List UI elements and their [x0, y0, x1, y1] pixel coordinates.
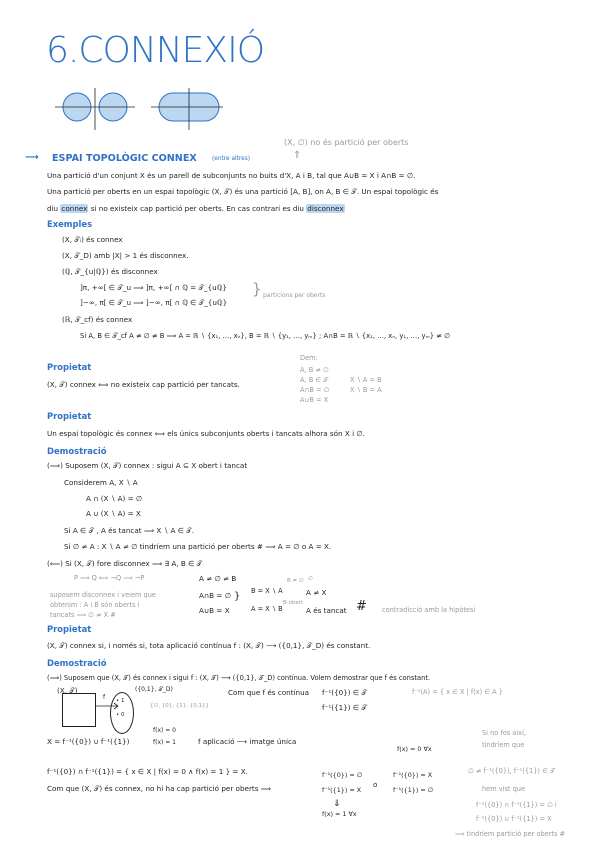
- grey-note-5: f⁻¹({0}) ∩ f⁻¹({1}) = ∅ i: [476, 801, 557, 809]
- definition-line-2: Una partició per oberts en un espai topològic (X, 𝒯) és una partició [A, B], on A, B ∈ 𝒯. Un espai topològic és: [47, 187, 439, 196]
- demo3-continuous: Com que f és contínua: [228, 688, 310, 697]
- side-dem-1: A, B ≠ ∅: [300, 366, 329, 374]
- demo-heading: Demostració: [47, 446, 107, 456]
- page-title: 6.CONNEXIÓ: [46, 30, 265, 71]
- brace-icon: }: [252, 280, 262, 298]
- grey-note-3: ∅ ≠ f⁻¹({0}), f⁻¹({1}) ∈ 𝒯: [468, 767, 555, 775]
- up-arrow-icon: ⇑: [293, 150, 302, 161]
- term-disconnex: disconnex: [307, 204, 344, 213]
- demo-line-2: Considerem A, X ∖ A: [64, 478, 138, 487]
- grey-note-1: Si no fos així,: [482, 729, 527, 737]
- demo-line-7: (⟸) Si (X, 𝒯) fore disconnex ⟹ ∃ A, B ∈ 𝒯: [47, 559, 203, 568]
- property-3-heading: Propietat: [47, 624, 92, 634]
- case-a-1: f⁻¹({0}) = ∅: [322, 771, 363, 779]
- demo-b-eq: B = X ∖ A: [251, 587, 283, 595]
- oval-point-1: • 1: [116, 698, 125, 704]
- case-a-2: f⁻¹({1}) = X: [322, 786, 362, 794]
- down-arrow-icon: ⇓: [333, 799, 341, 809]
- property-3-text: (X, 𝒯) connex si, i només si, tota aplicació contínua f : (X, 𝒯) ⟶ ({0,1}, 𝒯_D) és constant.: [47, 641, 371, 650]
- side-dem-label: Dem:: [300, 354, 318, 362]
- side-dem2-2: X ∖ B = A: [350, 386, 382, 394]
- demo-line-6: Si ∅ ≠ A : X ∖ A ≠ ∅ tindríem una partició per oberts # ⟹ A = ∅ o A = X.: [64, 542, 332, 551]
- demo-grey-small-2: ∅: [308, 576, 313, 582]
- diagram-topology: {∅, {0}, {1}, {0,1}}: [150, 703, 210, 709]
- demo-line-5: Si A ∈ 𝒯 , A és tancat ⟹ X ∖ A ∈ 𝒯.: [64, 526, 195, 535]
- definition-pre: diu: [47, 204, 59, 213]
- demo-grey-3: obtenim : A i B són oberts i: [50, 601, 140, 609]
- definition-line-1: Una partició d'un conjunt X és un parell de subconjunts no buits d'X, A i B, tal que A∪B = X i A∩B = ∅.: [47, 171, 416, 180]
- grey-note-6: f⁻¹({0}) ∪ f⁻¹({1}) = X: [476, 815, 552, 823]
- connexity-illustration: [55, 88, 225, 133]
- brace-right-icon: }: [234, 591, 241, 602]
- demo3-fx1: f(x) = 1: [153, 739, 177, 746]
- demo3-preimage-0: f⁻¹({0}) ∈ 𝒯: [322, 688, 367, 697]
- example-4a: Si A, B ∈ 𝒯_cf A ≠ ∅ ≠ B ⟹ A = ℝ ∖ {x₁, …, xₙ}, B = ℝ ∖ {y₁, …, yₘ} ; A∩B = ℝ ∖ {x₁, …, xₙ, y₁, …, yₘ} ≠ ∅: [80, 332, 451, 340]
- case-const-1: f(x) = 1 ∀x: [322, 810, 357, 818]
- top-note: (X, ∅) no és partició per oberts: [284, 138, 409, 147]
- example-3a: ]π, +∞[ ∈ 𝒯_u ⟹ ]π, +∞[ ∩ ℚ = 𝒯_{uℚ}: [80, 283, 227, 292]
- demo3-preimage-1: f⁻¹({1}) ∈ 𝒯: [322, 703, 367, 712]
- property-2-heading: Propietat: [47, 411, 92, 421]
- term-connex: connex: [61, 204, 88, 213]
- demo-line-1: (⟹) Suposem (X, 𝒯) connex : sigui A ⊆ X obert i tancat: [47, 461, 248, 470]
- diagram-target-label: ({0,1}, 𝒯_D): [135, 686, 173, 693]
- demo3-connex: Com que (X, 𝒯) és connex, no hi ha cap partició per oberts ⟹: [47, 784, 272, 793]
- side-dem-4: A∪B = X: [300, 396, 329, 404]
- contradiction-icon: #: [356, 599, 367, 614]
- grey-note-7: ⟹ tindríem partició per oberts #: [455, 830, 566, 838]
- example-3b: ]−∞, π[ ∈ 𝒯_u ⟹ ]−∞, π[ ∩ ℚ ∈ 𝒯_{uℚ}: [80, 298, 228, 307]
- demo-grey-small-3: B obert: [283, 600, 304, 606]
- oval-point-0: • 0: [116, 712, 125, 718]
- demo-grey-1: P ⟹ Q ⟺ ¬Q ⟹ ¬P: [74, 574, 145, 582]
- examples-heading: Exemples: [47, 219, 93, 229]
- section-heading: ESPAI TOPOLÒGIC CONNEX: [52, 153, 197, 164]
- property-1-heading: Propietat: [47, 362, 92, 372]
- demo-line-4: A ∪ (X ∖ A) = X: [86, 509, 141, 518]
- property-2-text: Un espai topològic és connex ⟺ els únics subconjunts oberts i tancats alhora són X i ∅.: [47, 429, 365, 438]
- case-or: o: [373, 780, 378, 789]
- example-2: (X, 𝒯_D) amb |X| > 1 és disconnex.: [62, 251, 189, 260]
- side-dem-3: A∩B = ∅: [300, 386, 330, 394]
- case-b-2: f⁻¹({1}) = ∅: [393, 786, 434, 794]
- grey-note-4: hem vist que: [482, 785, 526, 793]
- property-1-text: (X, 𝒯) connex ⟺ no existeix cap partició per tancats.: [47, 380, 240, 389]
- definition-line-3: [47, 204, 345, 213]
- demo3-line-1: (⟹) Suposem que (X, 𝒯) és connex i sigui f : (X, 𝒯) ⟶ ({0,1}, 𝒯_D) contínua. Volem demostrar que f és constant.: [47, 674, 431, 682]
- demo3-fx0: f(x) = 0: [153, 727, 177, 734]
- demo3-union: X = f⁻¹({0}) ∪ f⁻¹({1}): [47, 737, 130, 746]
- demo3-heading: Demostració: [47, 658, 107, 668]
- demo-line-3: A ∩ (X ∖ A) = ∅: [86, 494, 143, 503]
- demo-grey-2: suposem disconnex i veiem que: [50, 591, 156, 599]
- grey-note-2: tindríem que: [482, 741, 525, 749]
- demo-grey-small-1: B ≠ ∅: [287, 578, 304, 584]
- section-arrow-icon: ⟶: [25, 152, 39, 163]
- demo-grey-4: tancats ⟹ ∅ ≠ X #: [50, 611, 116, 619]
- case-b-1: f⁻¹({0}) = X: [393, 771, 433, 779]
- definition-mid: si no existeix cap partició per oberts. En cas contrari es diu: [90, 204, 304, 213]
- diagram-space-label: (X, 𝒯): [57, 686, 78, 695]
- section-note: (entre altres): [212, 156, 250, 162]
- demo3-preimage-def: f⁻¹(A) = { x ∈ X | f(x) ∈ A }: [412, 688, 503, 696]
- demo-a-eq: A = X ∖ B: [251, 605, 283, 613]
- demo-a-neq: A ≠ X: [306, 588, 327, 597]
- example-3: (ℚ, 𝒯_{u|ℚ}) és disconnex: [62, 267, 158, 276]
- side-dem-2: A, B ∈ 𝒯: [300, 376, 329, 384]
- demo-cond-1: A ≠ ∅ ≠ B: [199, 574, 237, 583]
- side-dem2-1: X ∖ A = B: [350, 376, 382, 384]
- demo3-unique: f aplicació ⟶ imatge única: [198, 737, 297, 746]
- demo3-intersection: f⁻¹({0}) ∩ f⁻¹({1}) = { x ∈ X | f(x) = 0 ∧ f(x) = 1 } = X.: [47, 767, 248, 776]
- diagram-square: [62, 693, 96, 727]
- demo-cond-2: A∩B = ∅: [199, 591, 231, 600]
- demo-cond-3: A∪B = X: [199, 606, 230, 615]
- demo-a-tancat: A és tancat: [306, 606, 347, 615]
- case-const-0: f(x) = 0 ∀x: [397, 745, 432, 753]
- demo-contradiction-note: contradicció amb la hipòtesi: [382, 606, 476, 614]
- diagram-f-label: f: [103, 694, 106, 701]
- example-4: (ℝ, 𝒯_cf) és connex: [62, 315, 133, 324]
- brace-note: particions per oberts: [263, 292, 326, 299]
- example-1: (X, 𝒯ᵢ) és connex: [62, 235, 123, 244]
